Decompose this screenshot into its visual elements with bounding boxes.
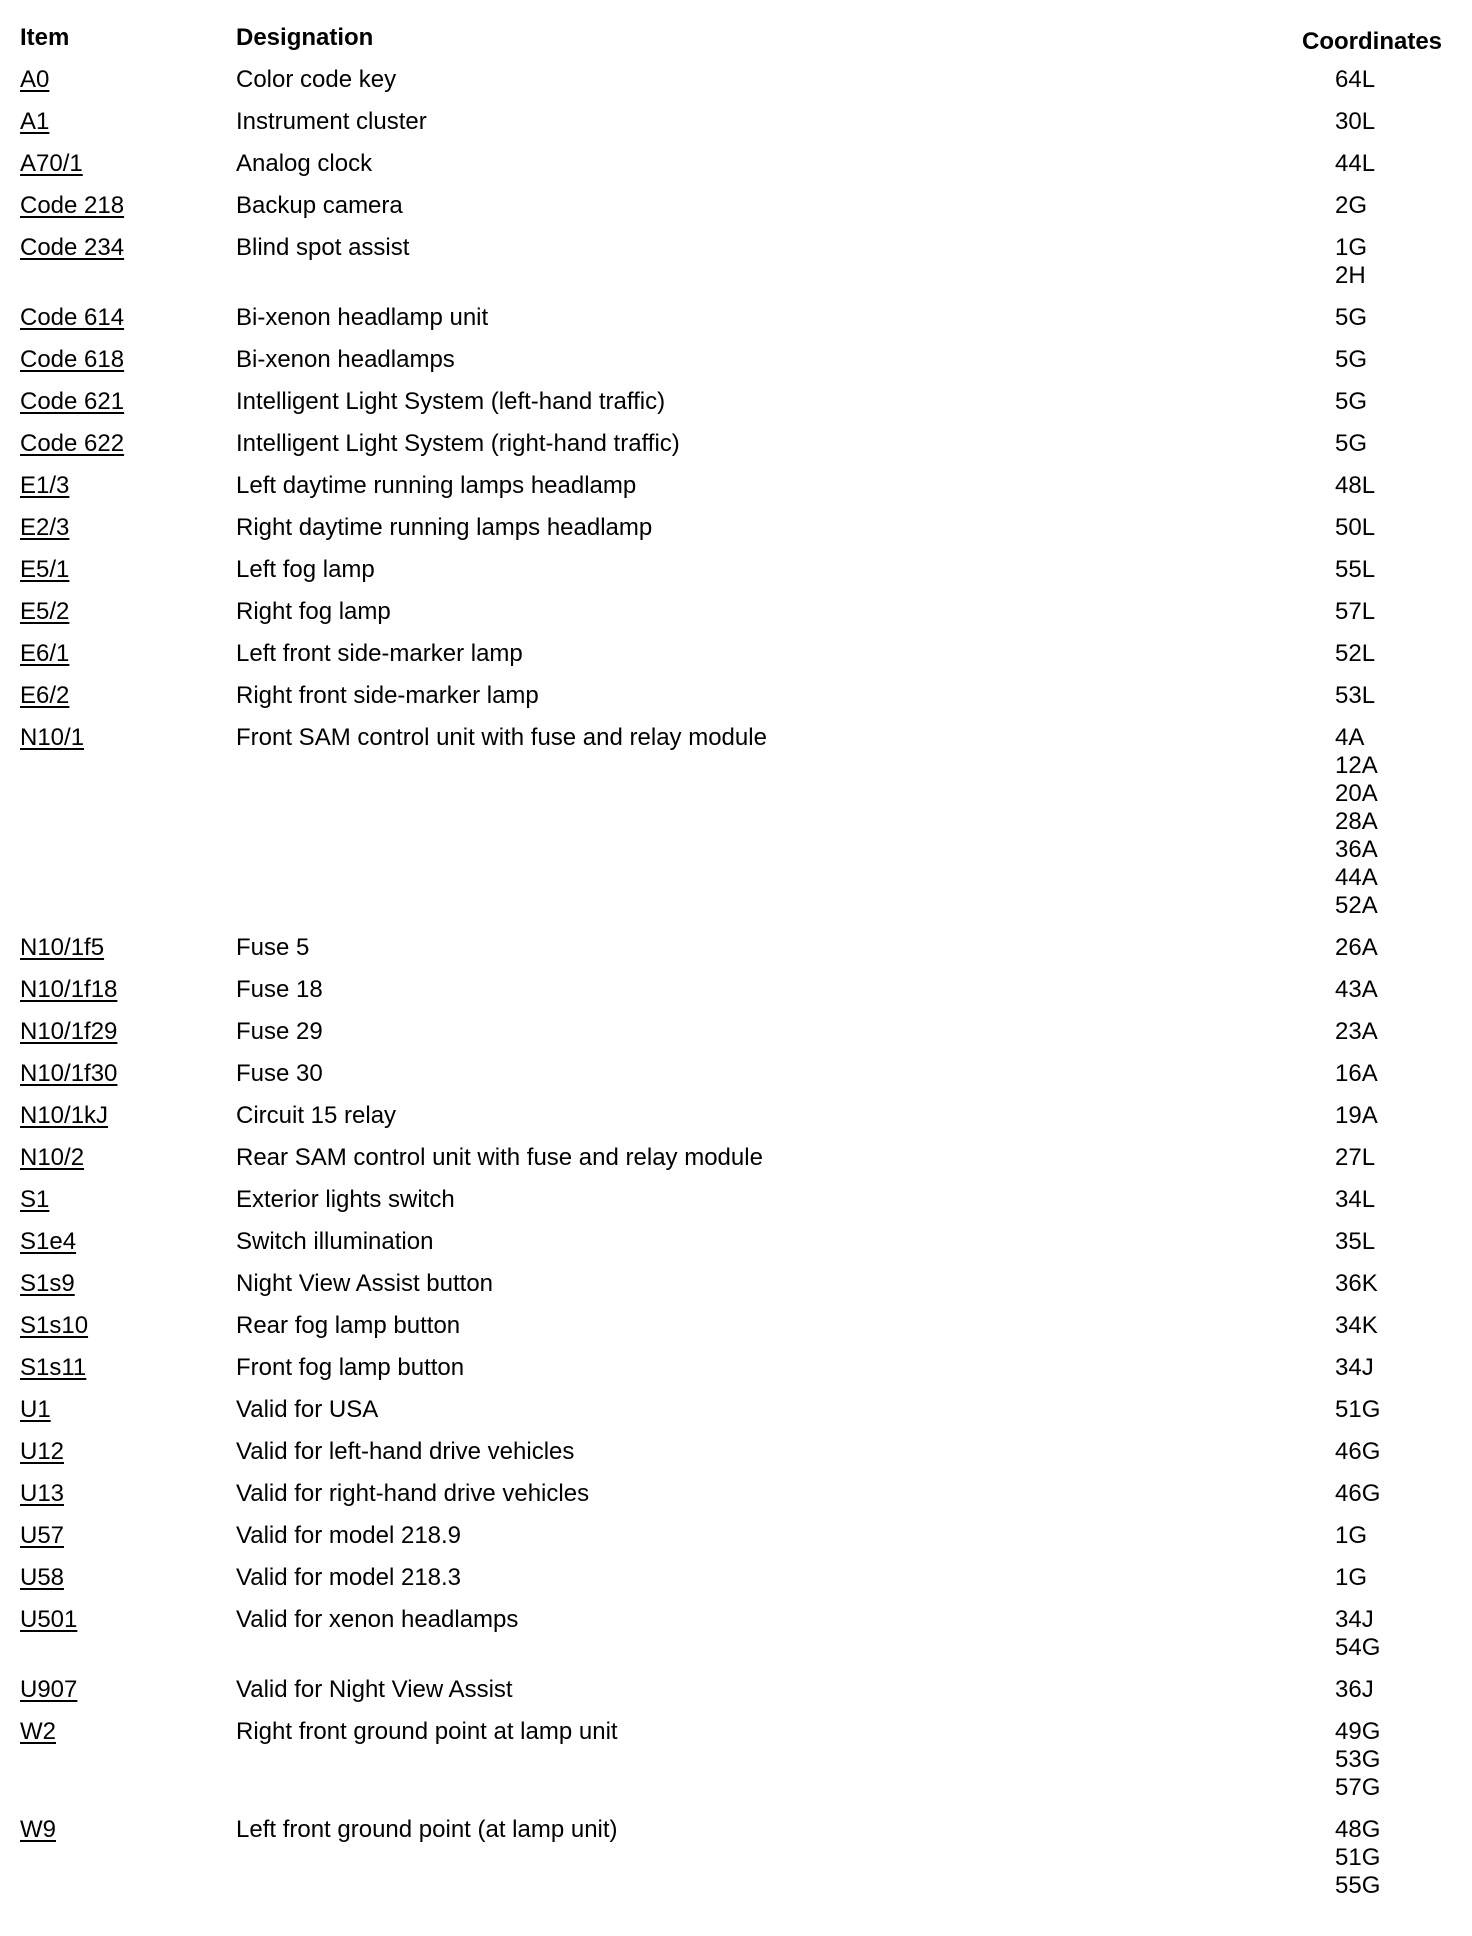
- designation-text: Night View Assist button: [236, 1270, 494, 1297]
- table-row: [0, 1716, 1472, 1802]
- coordinates-cell: [1335, 1564, 1472, 1592]
- coordinates-cell: [1335, 1312, 1472, 1340]
- table-row: [0, 512, 1472, 542]
- table-row: [0, 974, 1472, 1004]
- coordinate-value: 64L: [1335, 66, 1376, 93]
- coordinates-cell: [1335, 1102, 1472, 1130]
- item-link[interactable]: Code 218: [20, 192, 125, 219]
- coordinates-cell: [1335, 346, 1472, 374]
- coordinates-cell: [1335, 1228, 1472, 1256]
- coordinates-cell: [1335, 234, 1472, 290]
- table-row: [0, 1058, 1472, 1088]
- item-link[interactable]: U12: [20, 1438, 65, 1465]
- designation-text: Fuse 30: [236, 1060, 323, 1087]
- designation-text: Right daytime running lamps headlamp: [236, 514, 653, 541]
- item-link[interactable]: N10/1: [20, 724, 85, 751]
- designation-text: Blind spot assist: [236, 234, 410, 261]
- coordinates-cell: [1335, 976, 1472, 1004]
- coordinate-value: 46G: [1335, 1480, 1381, 1507]
- item-link[interactable]: N10/1f30: [20, 1060, 118, 1087]
- coordinate-value: 34J: [1335, 1606, 1374, 1633]
- designation-text: Valid for model 218.9: [236, 1522, 462, 1549]
- designation-text: Front fog lamp button: [236, 1354, 465, 1381]
- designation-text: Instrument cluster: [236, 108, 427, 135]
- coordinate-value: 35L: [1335, 1228, 1376, 1255]
- table-row: [0, 344, 1472, 374]
- coordinates-cell: [1335, 430, 1472, 458]
- table-row: [0, 190, 1472, 220]
- item-link[interactable]: S1s9: [20, 1270, 75, 1297]
- table-row: [0, 554, 1472, 584]
- table-row: [0, 1674, 1472, 1704]
- table-row: [0, 1142, 1472, 1172]
- coordinate-value: 55L: [1335, 556, 1376, 583]
- coordinates-cell: [1335, 724, 1472, 920]
- coordinate-value: 5G: [1335, 430, 1368, 457]
- item-link[interactable]: Code 234: [20, 234, 125, 261]
- item-link[interactable]: N10/1kJ: [20, 1102, 109, 1129]
- table-row: [0, 148, 1472, 178]
- item-link[interactable]: Code 622: [20, 430, 125, 457]
- coordinates-cell: [1335, 1480, 1472, 1508]
- item-link[interactable]: S1s11: [20, 1354, 87, 1381]
- coordinate-value: 20A: [1335, 780, 1378, 807]
- table-row: [0, 1268, 1472, 1298]
- table-row: [0, 64, 1472, 94]
- coordinate-value: 36J: [1335, 1676, 1374, 1703]
- coordinates-cell: [1335, 192, 1472, 220]
- item-link[interactable]: A70/1: [20, 150, 83, 177]
- table-row: [0, 1436, 1472, 1466]
- table-row: [0, 1478, 1472, 1508]
- designation-text: Fuse 5: [236, 934, 310, 961]
- item-link[interactable]: W2: [20, 1718, 56, 1745]
- item-link[interactable]: E1/3: [20, 472, 70, 499]
- coordinates-cell: [1335, 514, 1472, 542]
- designation-text: Right front ground point at lamp unit: [236, 1718, 618, 1745]
- coordinate-value: 5G: [1335, 388, 1368, 415]
- item-link[interactable]: E6/2: [20, 682, 70, 709]
- coordinate-value: 19A: [1335, 1102, 1378, 1129]
- coordinate-value: 5G: [1335, 346, 1368, 373]
- coordinate-value: 23A: [1335, 1018, 1378, 1045]
- designation-text: Exterior lights switch: [236, 1186, 455, 1213]
- item-link[interactable]: W9: [20, 1816, 56, 1843]
- coordinates-cell: [1335, 108, 1472, 136]
- item-link[interactable]: S1: [20, 1186, 50, 1213]
- coordinate-value: 34J: [1335, 1354, 1374, 1381]
- designation-text: Left front ground point (at lamp unit): [236, 1816, 618, 1843]
- coordinate-value: 5G: [1335, 304, 1368, 331]
- coordinates-cell: [1335, 682, 1472, 710]
- table-row: [0, 1562, 1472, 1592]
- table-header: [0, 24, 1472, 64]
- coordinate-value: 53G: [1335, 1746, 1381, 1773]
- table-row: [0, 386, 1472, 416]
- item-link[interactable]: N10/1f29: [20, 1018, 118, 1045]
- designation-text: Left fog lamp: [236, 556, 375, 583]
- designation-text: Rear fog lamp button: [236, 1312, 461, 1339]
- coordinate-value: 54G: [1335, 1634, 1381, 1661]
- item-link[interactable]: Code 614: [20, 304, 125, 331]
- coordinate-value: 2G: [1335, 192, 1368, 219]
- coordinates-cell: [1335, 1060, 1472, 1088]
- designation-text: Right front side-marker lamp: [236, 682, 539, 709]
- coordinate-value: 50L: [1335, 514, 1376, 541]
- coordinate-value: 53L: [1335, 682, 1376, 709]
- table-row: [0, 1016, 1472, 1046]
- item-column-header: Item: [20, 24, 70, 51]
- table-row: [0, 680, 1472, 710]
- designation-text: Bi-xenon headlamps: [236, 346, 455, 373]
- coordinate-value: 34L: [1335, 1186, 1376, 1213]
- table-row: [0, 1520, 1472, 1550]
- table-row: [0, 302, 1472, 332]
- table-row: [0, 1226, 1472, 1256]
- table-row: [0, 470, 1472, 500]
- table-row: [0, 596, 1472, 626]
- coordinates-column-header: Coordinates: [1302, 28, 1443, 55]
- coordinates-cell: [1335, 1676, 1472, 1704]
- item-link[interactable]: U501: [20, 1606, 78, 1633]
- item-link[interactable]: U57: [20, 1522, 65, 1549]
- designation-text: Fuse 29: [236, 1018, 323, 1045]
- table-row: [0, 1100, 1472, 1130]
- designation-text: Valid for right-hand drive vehicles: [236, 1480, 590, 1507]
- table-row: [0, 1352, 1472, 1382]
- designation-text: Rear SAM control unit with fuse and relay module: [236, 1144, 763, 1171]
- designation-column-header: Designation: [236, 24, 374, 51]
- item-link[interactable]: E6/1: [20, 640, 70, 667]
- table-row: [0, 106, 1472, 136]
- designation-text: Fuse 18: [236, 976, 323, 1003]
- table-row: [0, 1310, 1472, 1340]
- coordinate-value: 16A: [1335, 1060, 1378, 1087]
- coordinates-cell: [1335, 934, 1472, 962]
- designation-text: Left daytime running lamps headlamp: [236, 472, 637, 499]
- coordinate-value: 44L: [1335, 150, 1376, 177]
- designation-text: Valid for Night View Assist: [236, 1676, 513, 1703]
- designation-text: Circuit 15 relay: [236, 1102, 397, 1129]
- item-link[interactable]: U13: [20, 1480, 65, 1507]
- coordinates-cell: [1335, 472, 1472, 500]
- coordinate-value: 36K: [1335, 1270, 1378, 1297]
- coordinate-value: 51G: [1335, 1396, 1381, 1423]
- item-link[interactable]: S1e4: [20, 1228, 77, 1255]
- designation-text: Intelligent Light System (left-hand traffic): [236, 388, 666, 415]
- item-link[interactable]: U58: [20, 1564, 65, 1591]
- item-link[interactable]: S1s10: [20, 1312, 89, 1339]
- coordinate-value: 51G: [1335, 1844, 1381, 1871]
- coordinates-cell: [1335, 1144, 1472, 1172]
- coordinate-value: 2H: [1335, 262, 1366, 289]
- table-row: [0, 1184, 1472, 1214]
- designation-text: Front SAM control unit with fuse and relay module: [236, 724, 767, 751]
- item-link[interactable]: N10/1f18: [20, 976, 118, 1003]
- designation-text: Analog clock: [236, 150, 373, 177]
- coordinates-cell: [1335, 304, 1472, 332]
- coordinate-value: 44A: [1335, 864, 1378, 891]
- coordinate-value: 52A: [1335, 892, 1378, 919]
- coordinate-value: 52L: [1335, 640, 1376, 667]
- table-row: [0, 932, 1472, 962]
- item-link[interactable]: U1: [20, 1396, 51, 1423]
- coordinate-value: 43A: [1335, 976, 1378, 1003]
- coordinates-cell: [1335, 640, 1472, 668]
- coordinate-value: 57L: [1335, 598, 1376, 625]
- coordinate-value: 1G: [1335, 234, 1368, 261]
- coordinate-value: 57G: [1335, 1774, 1381, 1801]
- designation-text: Switch illumination: [236, 1228, 434, 1255]
- coordinates-cell: [1335, 1718, 1472, 1802]
- item-link[interactable]: Code 621: [20, 388, 125, 415]
- coordinate-value: 49G: [1335, 1718, 1381, 1745]
- coordinates-cell: [1335, 1186, 1472, 1214]
- coordinates-cell: [1335, 1438, 1472, 1466]
- coordinates-cell: [1335, 66, 1472, 94]
- item-link[interactable]: E2/3: [20, 514, 70, 541]
- coordinates-cell: [1335, 1522, 1472, 1550]
- designation-text: Valid for USA: [236, 1396, 379, 1423]
- designation-text: Valid for left-hand drive vehicles: [236, 1438, 575, 1465]
- designation-text: Color code key: [236, 66, 397, 93]
- table-row: [0, 1814, 1472, 1900]
- item-link[interactable]: N10/1f5: [20, 934, 105, 961]
- coordinate-value: 55G: [1335, 1872, 1381, 1899]
- coordinate-value: 46G: [1335, 1438, 1381, 1465]
- designation-text: Right fog lamp: [236, 598, 391, 625]
- item-link[interactable]: N10/2: [20, 1144, 85, 1171]
- designation-text: Left front side-marker lamp: [236, 640, 523, 667]
- coordinate-value: 4A: [1335, 724, 1365, 751]
- coordinate-value: 30L: [1335, 108, 1376, 135]
- coordinate-value: 26A: [1335, 934, 1378, 961]
- table-row: [0, 722, 1472, 920]
- designation-text: Valid for model 218.3: [236, 1564, 462, 1591]
- coordinate-value: 34K: [1335, 1312, 1378, 1339]
- item-link[interactable]: E5/2: [20, 598, 70, 625]
- item-link[interactable]: U907: [20, 1676, 78, 1703]
- coordinate-value: 27L: [1335, 1144, 1376, 1171]
- coordinates-cell: [1335, 1606, 1472, 1662]
- coordinates-cell: [1335, 556, 1472, 584]
- designation-text: Valid for xenon headlamps: [236, 1606, 519, 1633]
- legend-table: [0, 64, 1472, 1912]
- coordinate-value: 12A: [1335, 752, 1378, 779]
- item-link[interactable]: Code 618: [20, 346, 125, 373]
- coordinate-value: 1G: [1335, 1522, 1368, 1549]
- item-link[interactable]: E5/1: [20, 556, 70, 583]
- coordinates-cell: [1335, 388, 1472, 416]
- coordinate-value: 48L: [1335, 472, 1376, 499]
- designation-text: Bi-xenon headlamp unit: [236, 304, 489, 331]
- coordinates-cell: [1335, 598, 1472, 626]
- table-row: [0, 1394, 1472, 1424]
- designation-text: Backup camera: [236, 192, 403, 219]
- table-row: [0, 638, 1472, 668]
- item-link[interactable]: A0: [20, 66, 50, 93]
- coordinate-value: 28A: [1335, 808, 1378, 835]
- table-row: [0, 232, 1472, 290]
- table-row: [0, 1604, 1472, 1662]
- coordinate-value: 1G: [1335, 1564, 1368, 1591]
- designation-text: Intelligent Light System (right-hand traffic): [236, 430, 680, 457]
- item-link[interactable]: A1: [20, 108, 50, 135]
- coordinates-cell: [1335, 1270, 1472, 1298]
- coordinates-cell: [1335, 150, 1472, 178]
- coordinate-value: 36A: [1335, 836, 1378, 863]
- table-row: [0, 428, 1472, 458]
- coordinates-cell: [1335, 1396, 1472, 1424]
- coordinates-cell: [1335, 1816, 1472, 1900]
- coordinates-cell: [1335, 1018, 1472, 1046]
- coordinate-value: 48G: [1335, 1816, 1381, 1843]
- coordinates-cell: [1335, 1354, 1472, 1382]
